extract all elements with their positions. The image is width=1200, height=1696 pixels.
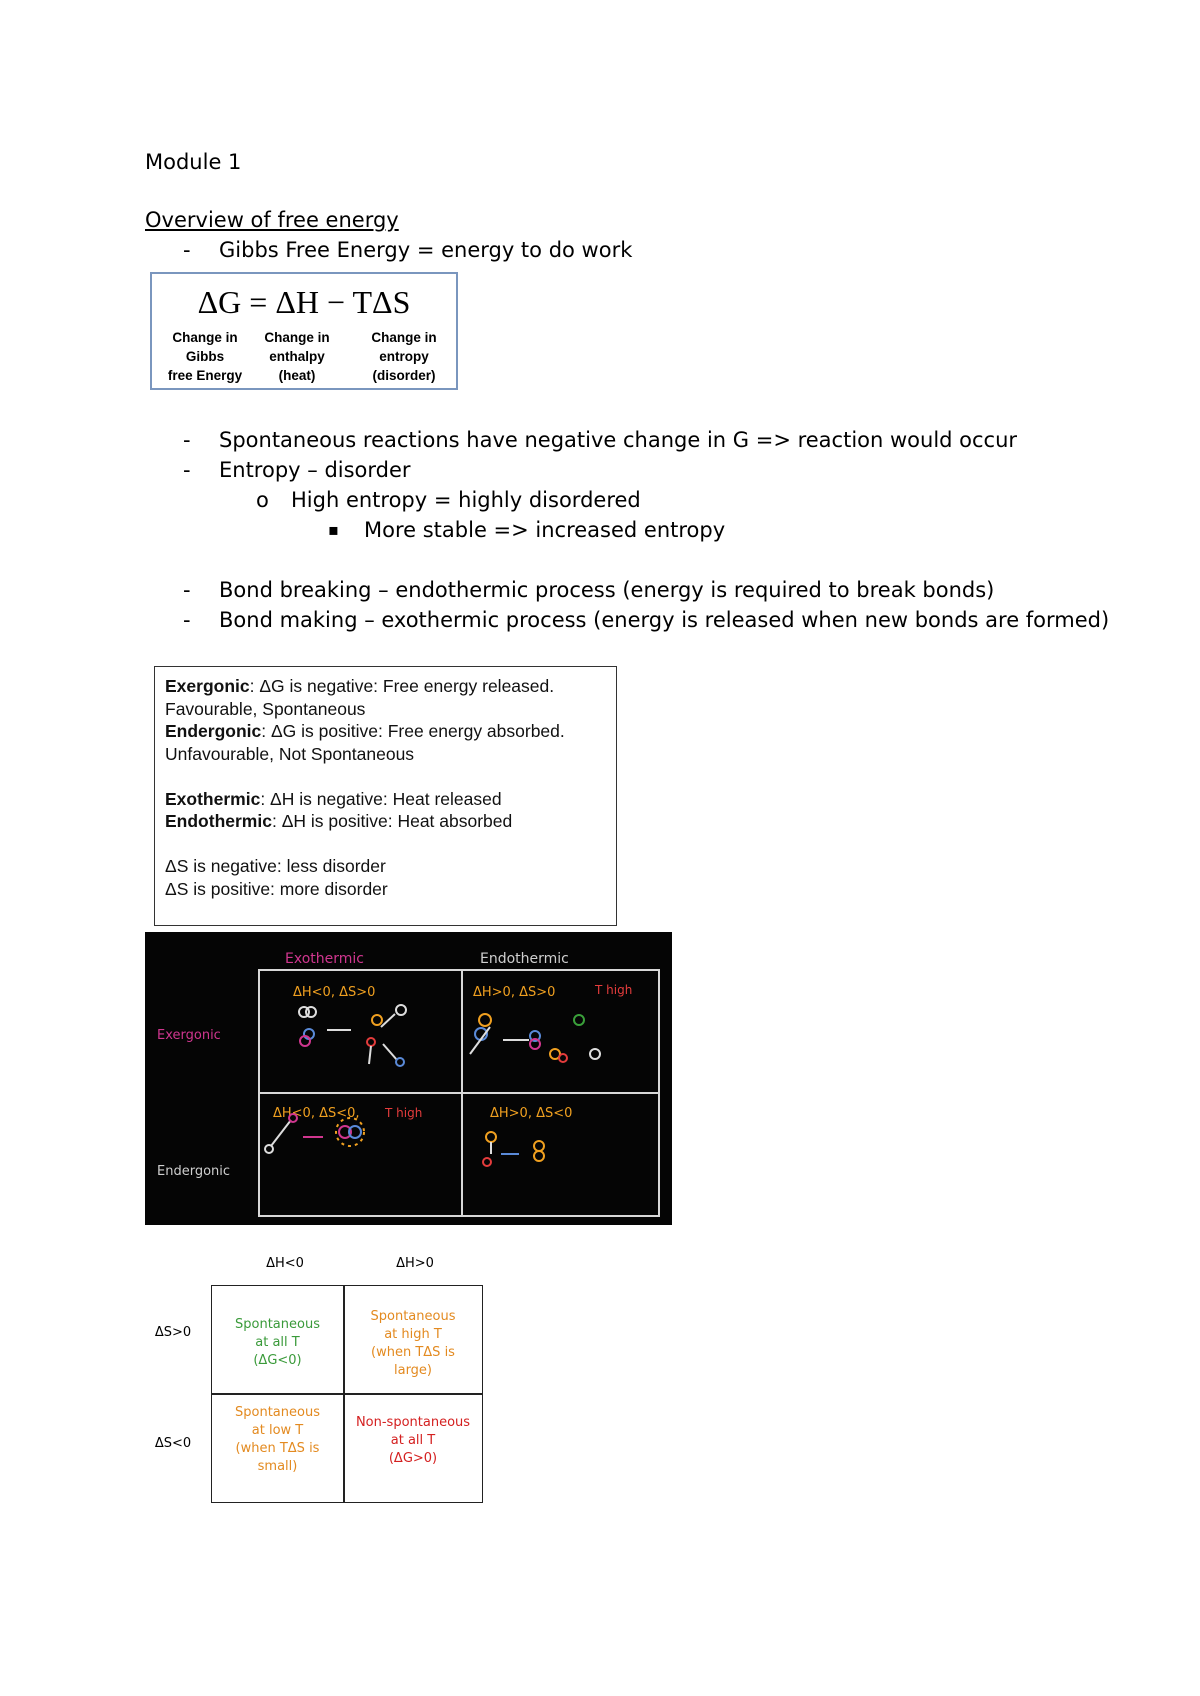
term-endothermic: Endothermic xyxy=(165,811,272,831)
term-endergonic: Endergonic xyxy=(165,721,262,741)
bullet-text: Gibbs Free Energy = energy to do work xyxy=(219,238,633,262)
section-heading: Overview of free energy xyxy=(145,208,399,232)
sub-bullet-high-entropy xyxy=(0,486,1200,514)
def-text: : ΔG is positive: Free energy absorbed. xyxy=(261,721,565,741)
dash-marker: - xyxy=(183,458,191,482)
bullet-spontaneous xyxy=(0,426,1200,454)
bullet-bond-making xyxy=(0,606,1200,634)
chalkboard-svg xyxy=(145,932,672,1225)
term-exergonic: Exergonic xyxy=(165,676,250,696)
def-endergonic-line2: Unfavourable, Not Spontaneous xyxy=(165,743,415,764)
def-exothermic xyxy=(165,788,565,811)
t-high-label-1: T high xyxy=(595,983,633,997)
dash-marker: - xyxy=(183,608,191,632)
label-gibbs: Change in Gibbs free Energy xyxy=(167,330,243,383)
sub-sub-bullet-text: More stable => increased entropy xyxy=(364,518,726,542)
chalkboard-diagram xyxy=(145,932,672,1225)
definitions-content xyxy=(165,675,565,900)
bullet-text: Spontaneous reactions have negative change in G => reaction would occur xyxy=(219,428,1018,452)
definitions-box xyxy=(154,666,617,926)
label-entropy: Change in entropy (disorder) xyxy=(371,330,437,383)
bullet-text: Bond making – exothermic process (energy is released when new bonds are formed) xyxy=(219,608,1110,632)
module-title: Module 1 xyxy=(145,150,242,174)
def-text: : ΔG is negative: Free energy released. xyxy=(249,676,555,696)
cell-spontaneous-all-t: Spontaneous at all T (ΔG<0) xyxy=(235,1317,320,1368)
circle-marker: o xyxy=(256,488,269,512)
gibbs-equation: ΔG = ΔH − TΔS xyxy=(197,284,411,320)
cell-spontaneous-high-t: Spontaneous at high T (when TΔS is large) xyxy=(370,1309,456,1378)
bullet-entropy xyxy=(0,456,1200,484)
def-ds-positive: ΔS is positive: more disorder xyxy=(165,878,388,899)
cell-spontaneous-low-t: Spontaneous at low T (when TΔS is small) xyxy=(235,1405,320,1474)
t-high-label-2: T high xyxy=(385,1106,423,1120)
bullet-bond-breaking xyxy=(0,576,1200,604)
def-text: : ΔH is negative: Heat released xyxy=(260,788,502,809)
molecule-sketch-4 xyxy=(483,1132,544,1166)
dash-marker: - xyxy=(183,428,191,452)
col-header-endothermic: Endothermic xyxy=(480,951,569,967)
grid-hline xyxy=(212,1393,482,1395)
molecule-sketch-1 xyxy=(299,1005,406,1066)
spacer xyxy=(165,765,565,788)
def-exergonic-line2: Favourable, Spontaneous xyxy=(165,698,366,719)
spontaneity-grid xyxy=(211,1285,483,1503)
bullet-text: Entropy – disorder xyxy=(219,458,411,482)
def-endothermic xyxy=(165,810,565,833)
row-header-exergonic: Exergonic xyxy=(157,1028,221,1043)
col-header-dh-negative: ΔH<0 xyxy=(266,1256,304,1271)
bullet-gibbs xyxy=(0,236,1200,264)
bullet-text: Bond breaking – endothermic process (energy is required to break bonds) xyxy=(219,578,995,602)
row-header-ds-negative: ΔS<0 xyxy=(154,1436,192,1451)
molecule-sketch-2 xyxy=(470,1014,600,1062)
cell-label-4: ΔH>0, ΔS<0 xyxy=(490,1106,573,1121)
def-endergonic xyxy=(165,720,565,743)
label-enthalpy: Change in enthalpy (heat) xyxy=(264,330,330,383)
spontaneity-table xyxy=(140,1255,500,1505)
gibbs-formula-box xyxy=(150,272,458,390)
cell-non-spontaneous: Non-spontaneous at all T (ΔG>0) xyxy=(355,1415,471,1466)
col-header-dh-positive: ΔH>0 xyxy=(396,1256,434,1271)
def-exergonic xyxy=(165,675,565,698)
cell-label-1: ΔH<0, ΔS>0 xyxy=(293,985,376,1000)
sub-bullet-text: High entropy = highly disordered xyxy=(291,488,641,512)
def-text: : ΔH is positive: Heat absorbed xyxy=(271,811,513,831)
def-ds-negative: ΔS is negative: less disorder xyxy=(165,856,386,876)
row-header-ds-positive: ΔS>0 xyxy=(154,1325,192,1340)
dash-marker: - xyxy=(183,578,191,602)
cell-label-3: ΔH<0, ΔS<0, xyxy=(273,1106,360,1121)
dash-marker: - xyxy=(183,238,191,262)
cell-label-2: ΔH>0, ΔS>0 xyxy=(473,985,556,1000)
sub-sub-bullet-stable xyxy=(0,516,1200,544)
term-exothermic: Exothermic xyxy=(165,788,261,809)
row-header-endergonic: Endergonic xyxy=(157,1164,231,1179)
col-header-exothermic: Exothermic xyxy=(285,951,364,967)
square-marker: ▪ xyxy=(328,520,339,539)
spacer xyxy=(165,833,565,856)
